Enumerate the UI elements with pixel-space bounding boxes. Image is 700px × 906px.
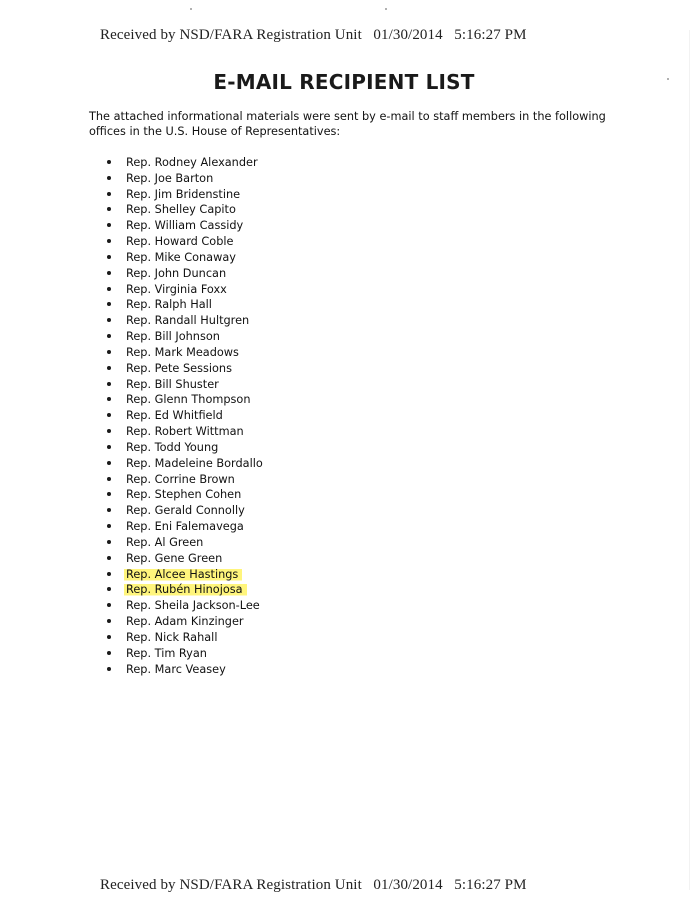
bullet-icon — [107, 603, 111, 607]
recipient-name: Rep. Rodney Alexander — [126, 156, 258, 169]
bullet-icon — [107, 540, 111, 544]
bullet-icon — [107, 492, 111, 496]
recipient-item — [104, 218, 263, 234]
bullet-icon — [107, 556, 111, 560]
recipient-name: Rep. Gene Green — [126, 551, 223, 565]
bullet-icon — [107, 366, 111, 370]
recipient-name: Rep. Ralph Hall — [126, 298, 212, 312]
bullet-icon — [107, 160, 111, 164]
bullet-icon — [107, 207, 111, 211]
recipient-item — [104, 440, 263, 456]
bullet-icon — [107, 239, 111, 243]
recipient-name: Rep. Mike Conaway — [126, 250, 236, 264]
recipient-item — [104, 171, 263, 187]
bullet-icon — [107, 445, 111, 449]
recipient-name: Rep. Glenn Thompson — [126, 393, 251, 407]
bullet-icon — [107, 271, 111, 275]
recipient-name: Rep. Al Green — [126, 535, 204, 549]
recipient-name: Rep. Corrine Brown — [126, 472, 235, 486]
recipient-item — [104, 297, 263, 313]
page-title: E-MAIL RECIPIENT LIST — [213, 70, 475, 94]
recipient-name: Rep. Nick Rahall — [126, 630, 218, 644]
recipient-name: Rep. Todd Young — [126, 440, 219, 454]
recipient-item — [104, 313, 263, 329]
bullet-icon — [107, 192, 111, 196]
bullet-icon — [107, 334, 111, 338]
recipient-item — [104, 456, 263, 472]
bullet-icon — [107, 302, 111, 306]
recipient-item — [104, 266, 263, 282]
recipient-name-highlighted: Rep. Alcee Hastings — [124, 568, 242, 581]
recipient-item — [104, 614, 263, 630]
intro-paragraph: The attached informational materials were sent by e-mail to staff members in the following offices in the U.S. House of Representatives: — [89, 110, 606, 138]
recipient-name: Rep. Bill Shuster — [126, 377, 219, 391]
recipient-item — [104, 582, 263, 598]
scan-speck — [667, 78, 669, 80]
recipient-item — [104, 567, 263, 583]
recipient-name: Rep. Tim Ryan — [126, 646, 207, 660]
bullet-icon — [107, 287, 111, 291]
recipient-name: Rep. Randall Hultgren — [126, 314, 250, 328]
recipient-item — [104, 519, 263, 535]
recipient-item — [104, 202, 263, 218]
recipient-name: Rep. Joe Barton — [126, 171, 214, 185]
recipient-item — [104, 630, 263, 646]
bullet-icon — [107, 176, 111, 180]
recipient-name: Rep. Stephen Cohen — [126, 488, 242, 502]
bullet-icon — [107, 572, 111, 576]
bullet-icon — [107, 429, 111, 433]
bullet-icon — [107, 461, 111, 465]
recipient-item — [104, 424, 263, 440]
bullet-icon — [107, 350, 111, 354]
recipient-item — [104, 345, 263, 361]
recipient-name: Rep. Mark Meadows — [126, 345, 239, 359]
recipient-item — [104, 662, 263, 678]
recipient-name: Rep. Adam Kinzinger — [126, 615, 244, 629]
recipient-item — [104, 392, 263, 408]
recipient-list — [104, 155, 263, 677]
bullet-icon — [107, 397, 111, 401]
recipient-item — [104, 282, 263, 298]
bullet-icon — [107, 651, 111, 655]
bullet-icon — [107, 667, 111, 671]
recipient-name: Rep. Howard Coble — [126, 235, 234, 249]
recipient-name: Rep. Shelley Capito — [126, 203, 236, 217]
registration-stamp-bottom: Received by NSD/FARA Registration Unit 01/30/2014 5:16:27 PM — [100, 877, 527, 893]
bullet-icon — [107, 255, 111, 259]
bullet-icon — [107, 477, 111, 481]
bullet-icon — [107, 382, 111, 386]
recipient-item — [104, 551, 263, 567]
scan-edge-shadow — [689, 30, 690, 890]
bullet-icon — [107, 635, 111, 639]
recipient-item — [104, 250, 263, 266]
registration-stamp-top: Received by NSD/FARA Registration Unit 01/30/2014 5:16:27 PM — [100, 27, 527, 43]
recipient-name: Rep. Jim Bridenstine — [126, 187, 241, 201]
recipient-item — [104, 187, 263, 203]
bullet-icon — [107, 508, 111, 512]
recipient-item — [104, 329, 263, 345]
bullet-icon — [107, 619, 111, 623]
bullet-icon — [107, 223, 111, 227]
recipient-name: Rep. William Cassidy — [126, 219, 244, 233]
recipient-name: Rep. Virginia Foxx — [126, 282, 227, 296]
recipient-item — [104, 377, 263, 393]
bullet-icon — [107, 524, 111, 528]
recipient-item — [104, 535, 263, 551]
recipient-item — [104, 646, 263, 662]
bullet-icon — [107, 413, 111, 417]
recipient-name: Rep. Sheila Jackson-Lee — [126, 599, 260, 613]
recipient-name: Rep. John Duncan — [126, 266, 227, 280]
recipient-name: Rep. Gerald Connolly — [126, 504, 245, 518]
bullet-icon — [107, 318, 111, 322]
recipient-item — [104, 361, 263, 377]
recipient-item — [104, 155, 263, 171]
recipient-item — [104, 598, 263, 614]
recipient-name: Rep. Marc Veasey — [126, 662, 226, 676]
recipient-name-highlighted: Rep. Rubén Hinojosa — [124, 583, 247, 596]
scan-speck — [190, 8, 192, 10]
recipient-name: Rep. Madeleine Bordallo — [126, 456, 263, 470]
bullet-icon — [107, 587, 111, 591]
recipient-item — [104, 487, 263, 503]
recipient-name: Rep. Robert Wittman — [126, 425, 244, 439]
recipient-name: Rep. Ed Whitfield — [126, 409, 223, 423]
recipient-name: Rep. Bill Johnson — [126, 330, 220, 344]
recipient-item — [104, 503, 263, 519]
scan-speck — [385, 8, 387, 10]
recipient-item — [104, 234, 263, 250]
recipient-name: Rep. Pete Sessions — [126, 361, 232, 375]
recipient-name: Rep. Eni Falemavega — [126, 520, 244, 534]
recipient-item — [104, 408, 263, 424]
recipient-item — [104, 472, 263, 488]
